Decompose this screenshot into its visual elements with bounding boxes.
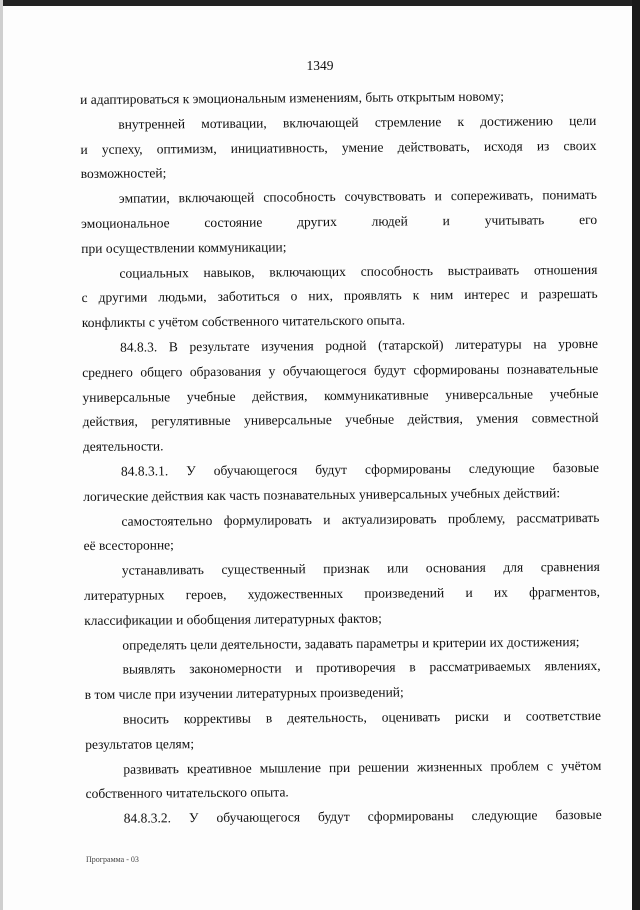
- text-line: устанавливать существенный признак или основания для сравнения: [121, 559, 600, 578]
- text-line: эмоциональное состояние других людей и учитывать его: [81, 211, 598, 231]
- text-line: 84.8.3.1. У обучающегося будут сформированы следующие базовые: [120, 459, 600, 479]
- text-line: результатов целям;: [85, 735, 195, 752]
- text-line: и успеху, оптимизм, инициативность, умение действовать, исходя из своих: [80, 137, 597, 157]
- text-line: конфликты с учётом собственного читательского опыта.: [81, 312, 406, 331]
- text-line: при осуществлении коммуникации;: [81, 239, 287, 256]
- text-line: 84.8.3.2. У обучающегося будут сформированы следующие базовые: [123, 807, 602, 826]
- scan-edge-right: [632, 0, 640, 910]
- text-line: литературных героев, художественных произведений и их фрагментов,: [83, 583, 601, 603]
- text-line: действия, регулятивные универсальные учебные действия, умения совместной: [82, 410, 599, 430]
- text-line: её всесторонне;: [83, 537, 174, 554]
- text-line: развивать креативное мышление при решении жизненных проблем с учётом: [123, 757, 602, 777]
- text-line: определять цели деятельности, задавать параметры и критерии их достижения;: [122, 633, 580, 653]
- text-line: деятельности.: [82, 438, 164, 455]
- text-line: выявлять закономерности и противоречия в рассматриваемых явлениях,: [122, 658, 601, 678]
- text-line: с другими людьми, заботиться о них, проявлять к ним интерес и разрешать: [81, 286, 598, 306]
- scan-edge-top: [0, 0, 640, 6]
- text-line: универсальные учебные действия, коммуникативные универсальные учебные: [82, 385, 599, 405]
- footer-label: Программа - 03: [86, 855, 139, 864]
- text-line: логические действия как часть познавательных универсальных учебных действий:: [83, 484, 561, 504]
- text-line: возможностей;: [80, 165, 167, 182]
- page-number: 1349: [306, 58, 334, 73]
- text-line: среднего общего образования у обучающегося будут сформированы познавательные: [82, 360, 599, 380]
- text-line: внутренней мотивации, включающей стремление к достижению цели: [118, 112, 597, 132]
- scan-edge-left: [0, 0, 3, 910]
- text-line: собственного читательского опыта.: [85, 784, 289, 802]
- text-line: вносить коррективы в деятельность, оценивать риски и соответствие: [122, 707, 602, 727]
- text-line: самостоятельно формулировать и актуализировать проблему, рассматривать: [121, 509, 600, 529]
- body-text: [80, 84, 602, 832]
- text-line: и адаптироваться к эмоциональным изменениям, быть открытым новому;: [80, 88, 505, 107]
- text-line: в том числе при изучении литературных произведений;: [84, 684, 404, 703]
- text-line: социальных навыков, включающих способность выстраивать отношения: [119, 261, 598, 281]
- text-line: классификации и обобщения литературных фактов;: [84, 610, 382, 628]
- text-line: 84.8.3. В результате изучения родной (татарской) литературы на уровне: [119, 335, 599, 355]
- text-line: эмпатии, включающей способность сочувствовать и сопереживать, понимать: [118, 187, 597, 206]
